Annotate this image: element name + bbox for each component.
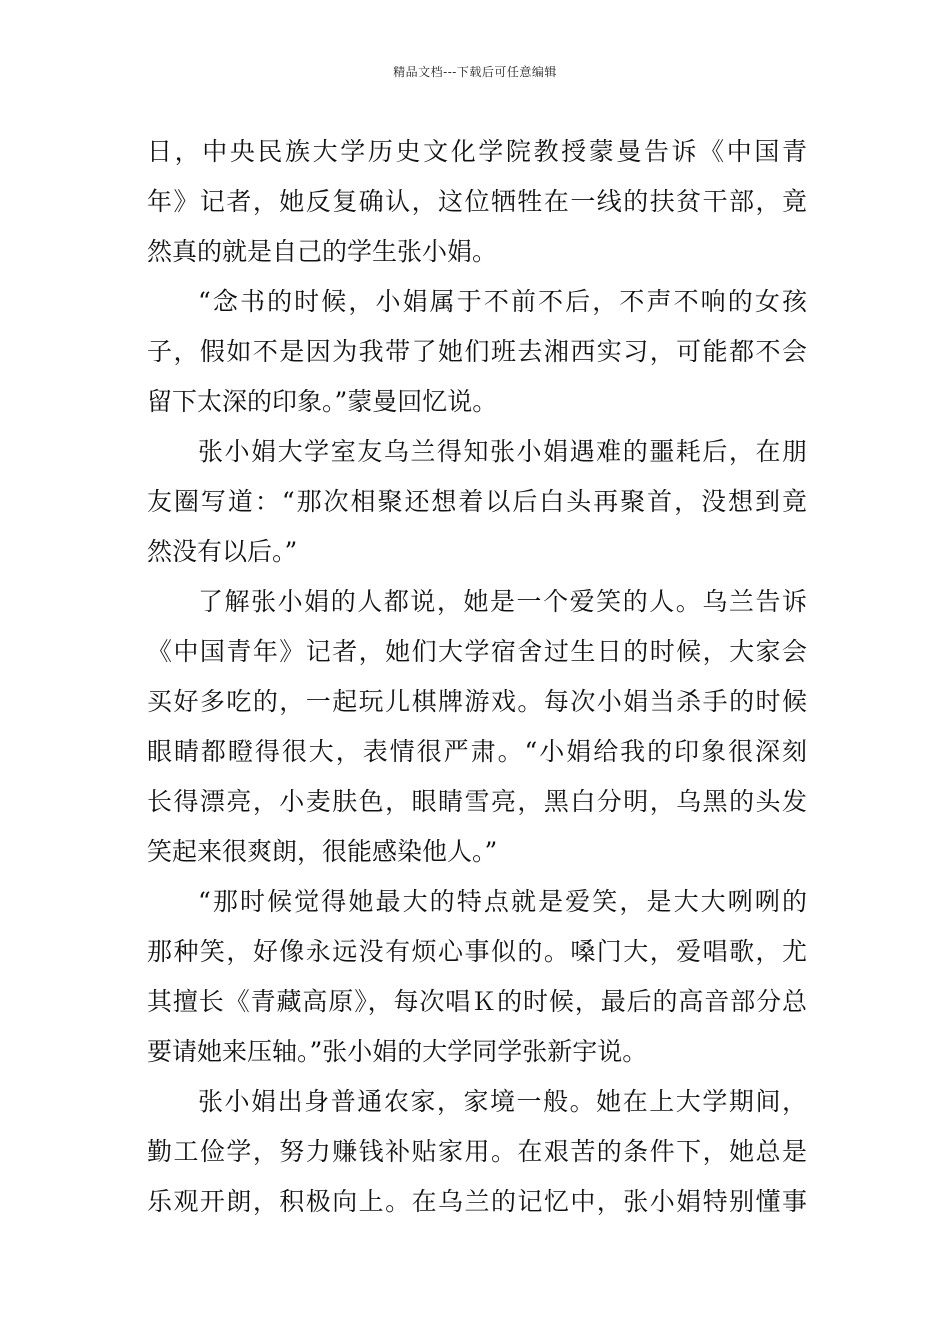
paragraph: [147, 577, 807, 877]
text-line: 年》记者，她反复确认，这位牺牲在一线的扶贫干部，竟: [147, 187, 807, 216]
page-header: 精品文档---下载后可任意编辑: [393, 65, 557, 79]
text-line: 然没有以后。”: [147, 537, 298, 566]
text-line: 张小娟大学室友乌兰得知张小娟遇难的噩耗后，在朋: [198, 437, 807, 466]
text-line: “念书的时候，小娟属于不前不后，不声不响的女孩: [198, 287, 807, 316]
paragraph: [147, 277, 807, 427]
text-line: 笑起来很爽朗，很能感染他人。”: [147, 837, 498, 866]
text-line: 那种笑，好像永远没有烦心事似的。嗓门大，爱唱歌，尤: [147, 937, 807, 966]
text-line: 然真的就是自己的学生张小娟。: [147, 237, 498, 266]
text-line: 留下太深的印象。”蒙曼回忆说。: [147, 387, 498, 416]
text-line: 《中国青年》记者，她们大学宿舍过生日的时候，大家会: [147, 637, 807, 666]
document-body: [147, 127, 807, 1227]
paragraph: [147, 427, 807, 577]
paragraph: [147, 1077, 807, 1227]
text-line: 眼睛都瞪得很大，表情很严肃。“小娟给我的印象很深刻: [147, 737, 807, 766]
text-line: “那时候觉得她最大的特点就是爱笑，是大大咧咧的: [198, 887, 807, 916]
text-line: 友圈写道：“那次相聚还想着以后白头再聚首，没想到竟: [147, 487, 807, 516]
paragraph: [147, 877, 807, 1077]
text-line: 乐观开朗，积极向上。在乌兰的记忆中，张小娟特别懂事: [147, 1187, 807, 1216]
text-line: 其擅长《青藏高原》，每次唱Ｋ的时候，最后的高音部分总: [147, 987, 807, 1016]
text-line: 买好多吃的，一起玩儿棋牌游戏。每次小娟当杀手的时候: [147, 687, 807, 716]
text-line: 长得漂亮，小麦肤色，眼睛雪亮，黑白分明，乌黑的头发: [147, 787, 807, 816]
text-line: 勤工俭学，努力赚钱补贴家用。在艰苦的条件下，她总是: [147, 1137, 807, 1166]
text-line: 要请她来压轴。”张小娟的大学同学张新宇说。: [147, 1037, 648, 1066]
paragraph: [147, 127, 807, 277]
text-line: 了解张小娟的人都说，她是一个爱笑的人。乌兰告诉: [198, 587, 807, 616]
text-line: 子，假如不是因为我带了她们班去湘西实习，可能都不会: [147, 337, 807, 366]
text-line: 张小娟出身普通农家，家境一般。她在上大学期间，: [198, 1087, 807, 1116]
text-line: 日，中央民族大学历史文化学院教授蒙曼告诉《中国青: [147, 137, 807, 166]
